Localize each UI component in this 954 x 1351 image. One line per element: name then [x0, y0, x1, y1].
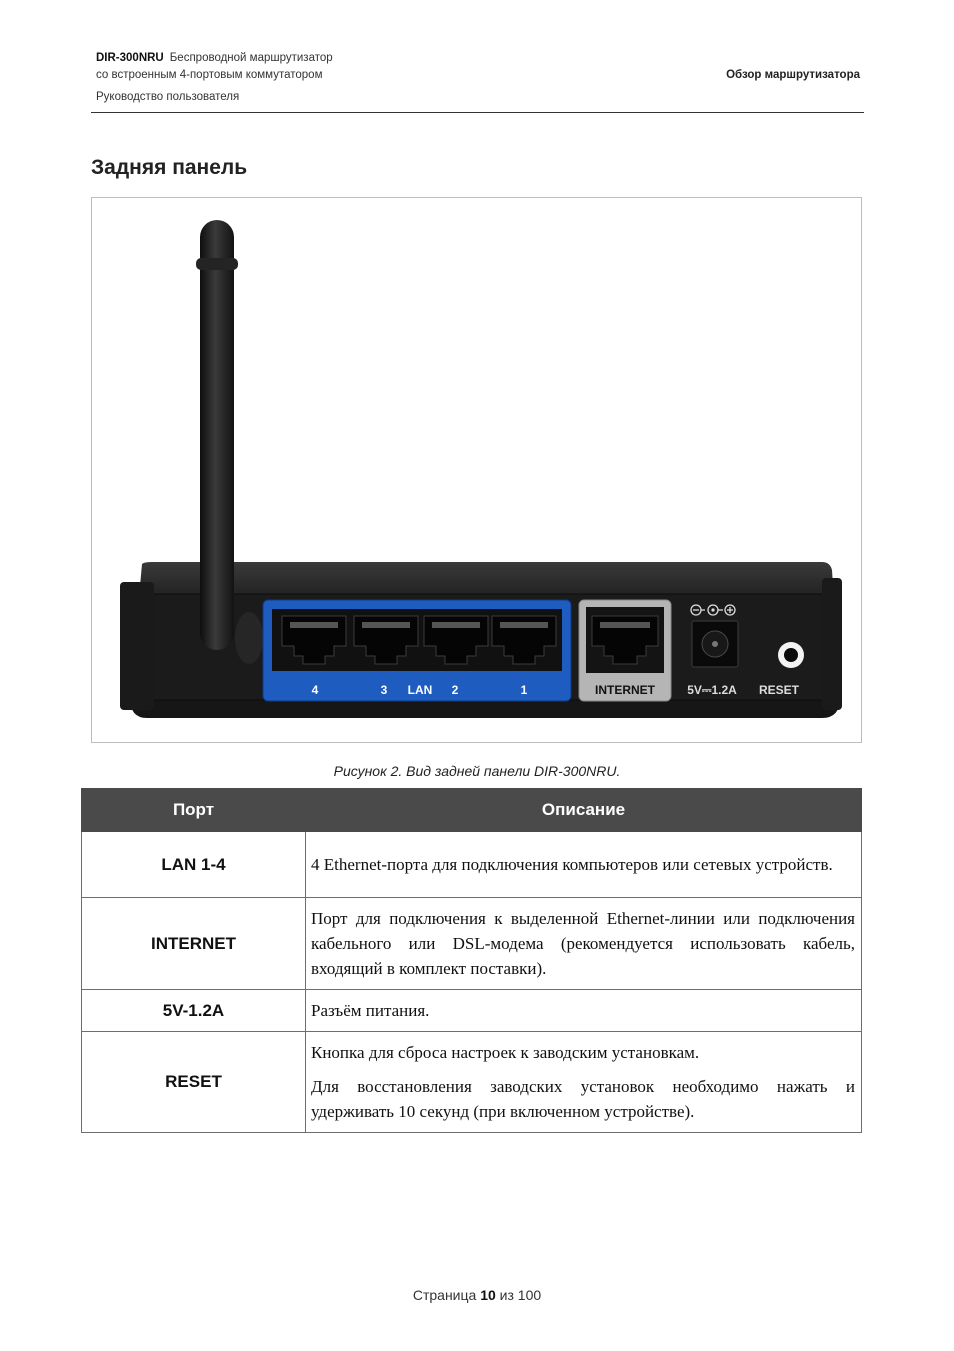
- internet-label: INTERNET: [595, 683, 655, 697]
- section-title: Задняя панель: [91, 156, 248, 179]
- lan-number-1: 1: [520, 683, 528, 697]
- lan-number-4: 4: [311, 683, 319, 697]
- port-name: 5V-1.2A: [82, 990, 306, 1032]
- document-header: [96, 50, 333, 106]
- port-description: [306, 990, 862, 1032]
- ports-table: [81, 788, 862, 1133]
- header-section-name: Обзор маршрутизатора: [726, 69, 860, 81]
- header-line-3: Руководство пользователя: [96, 91, 240, 103]
- description-paragraph: Порт для подключения к выделенной Ethernet-линии или подключения кабельного или DSL-модема (рекомендуется использовать кабель, входящий в комплект поставки).: [311, 909, 855, 978]
- column-header-port: Порт: [82, 789, 306, 832]
- port-description: [306, 1032, 862, 1133]
- column-header-description: Описание: [306, 789, 862, 832]
- table-header-row: [82, 789, 862, 832]
- port-name: LAN 1-4: [82, 832, 306, 898]
- page-total: 100: [517, 1287, 542, 1303]
- footer-middle: из: [499, 1287, 514, 1303]
- reset-label: RESET: [758, 683, 800, 697]
- page-number: 10: [480, 1287, 496, 1303]
- page-footer: [0, 1287, 954, 1303]
- description-paragraph: Разъём питания.: [311, 1001, 430, 1020]
- description-paragraph: Для восстановления заводских установок необходимо нажать и удерживать 10 секунд (при включенном устройстве).: [311, 1077, 855, 1121]
- lan-number-2: 2: [451, 683, 459, 697]
- footer-prefix: Страница: [412, 1287, 477, 1303]
- header-line-1: [96, 50, 333, 67]
- description-paragraph: 4 Ethernet-порта для подключения компьютеров или сетевых устройств.: [311, 855, 833, 874]
- table-row: [82, 990, 862, 1032]
- figure-caption: Рисунок 2. Вид задней панели DIR-300NRU.: [333, 763, 621, 779]
- port-name: INTERNET: [82, 898, 306, 990]
- port-description: [306, 832, 862, 898]
- antenna: [196, 220, 238, 650]
- port-name: RESET: [82, 1032, 306, 1133]
- table-row: [82, 832, 862, 898]
- model-name: DIR-300NRU: [96, 52, 164, 64]
- rear-panel-figure: [91, 197, 862, 743]
- lan-number-3: 3: [380, 683, 388, 697]
- lan-port-block: [263, 600, 571, 701]
- internet-port-block: [579, 600, 671, 701]
- table-row: [82, 1032, 862, 1133]
- port-description: [306, 898, 862, 990]
- lan-label: LAN: [407, 683, 433, 697]
- table-row: [82, 898, 862, 990]
- router-rear-panel-illustration: [92, 198, 862, 743]
- header-product-type: Беспроводной маршрутизатор: [169, 52, 333, 64]
- header-line-2: со встроенным 4-портовым коммутатором: [96, 69, 323, 81]
- description-paragraph: Кнопка для сброса настроек к заводским установкам.: [311, 1043, 700, 1062]
- header-divider: [91, 112, 864, 113]
- power-label: 5V⎓1.2A: [687, 683, 737, 697]
